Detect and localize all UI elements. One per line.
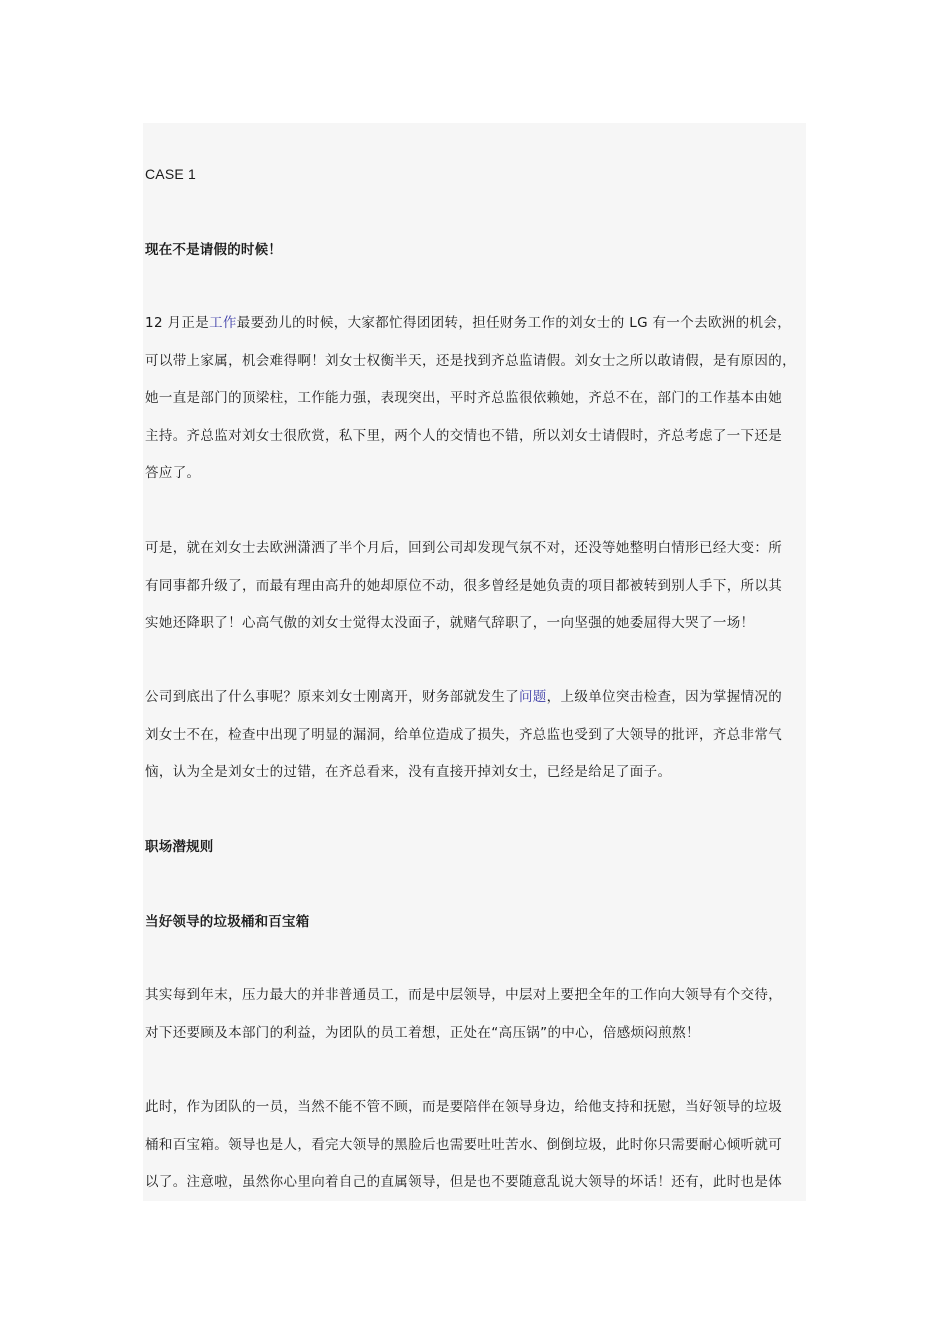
paragraph-1-line-2: 可以带上家属，机会难得啊！刘女士权衡半天，还是找到齐总监请假。刘女士之所以敢请假，是有原因的，: [145, 352, 796, 369]
paragraph-5: [145, 1089, 810, 1202]
paragraph-1-line-4: 主持。齐总监对刘女士很欣赏，私下里，两个人的交情也不错，所以刘女士请假时，齐总考虑了一下还是: [145, 427, 783, 444]
paragraph-3-line-3: 恼，认为全是刘女士的过错，在齐总看来，没有直接开掉刘女士，已经是给足了面子。: [145, 764, 672, 780]
section-title-be-boss-support: 当好领导的垃圾桶和百宝箱: [145, 914, 310, 930]
paragraph-5-line-2: 桶和百宝箱。领导也是人，看完大领导的黑脸后也需要吐吐苦水、倒倒垃圾，此时你只需要耐心倾听就可: [145, 1136, 783, 1153]
case-label: CASE 1: [145, 166, 196, 182]
paragraph-4-line-1: 其实每到年末，压力最大的并非普通员工，而是中层领导，中层对上要把全年的工作向大领导有个交待，: [145, 987, 783, 1003]
paragraph-5-line-1: 此时，作为团队的一员，当然不能不管不顾，而是要陪伴在领导身边，给他支持和抚慰，当好领导的垃圾: [145, 1099, 783, 1115]
section-title-not-time-for-leave: 现在不是请假的时候！: [145, 242, 282, 258]
section-title-workplace-rules: 职场潜规则: [145, 839, 214, 855]
paragraph-4-line-2: 对下还要顾及本部门的利益，为团队的员工着想，正处在“高压锅”的中心，倍感烦闷煎熬！: [145, 1024, 700, 1041]
paragraph-3-line-2: 刘女士不在，检查中出现了明显的漏洞，给单位造成了损失，齐总监也受到了大领导的批评，齐总非常气: [145, 726, 783, 743]
link-work[interactable]: 工作: [209, 315, 237, 331]
link-problem[interactable]: 问题: [518, 689, 547, 705]
paragraph-1-line-1: 12 月正是工作最要劲儿的时候，大家都忙得团团转，担任财务工作的刘女士的 LG 有一个去欧洲的机会，: [145, 315, 792, 331]
paragraph-3: [145, 679, 810, 792]
paragraph-2-line-2: 有同事都升级了，而最有理由高升的她却原位不动，很多曾经是她负责的项目都被转到别人手下，所以其: [145, 577, 783, 594]
paragraph-2: [145, 530, 810, 643]
paragraph-5-line-3: 以了。注意啦，虽然你心里向着自己的直属领导，但是也不要随意乱说大领导的坏话！还有，此时也是体: [145, 1174, 783, 1190]
paragraph-1: [145, 305, 810, 493]
paragraph-2-line-1: 可是，就在刘女士去欧洲潇洒了半个月后，回到公司却发现气氛不对，还没等她整明白情形已经大变：所: [145, 540, 783, 556]
paragraph-1-line-5: 答应了。: [145, 465, 201, 481]
paragraph-4: [145, 977, 810, 1052]
paragraph-2-line-3: 实她还降职了！心高气傲的刘女士觉得太没面子，就赌气辞职了，一向坚强的她委屈得大哭了一场！: [145, 615, 755, 631]
paragraph-3-line-1: 公司到底出了什么事呢？原来刘女士刚离开，财务部就发生了问题，上级单位突击检查，因为掌握情况的: [145, 689, 783, 705]
paragraph-1-line-3: 她一直是部门的顶梁柱，工作能力强，表现突出，平时齐总监很依赖她，齐总不在，部门的工作基本由她: [145, 390, 783, 406]
